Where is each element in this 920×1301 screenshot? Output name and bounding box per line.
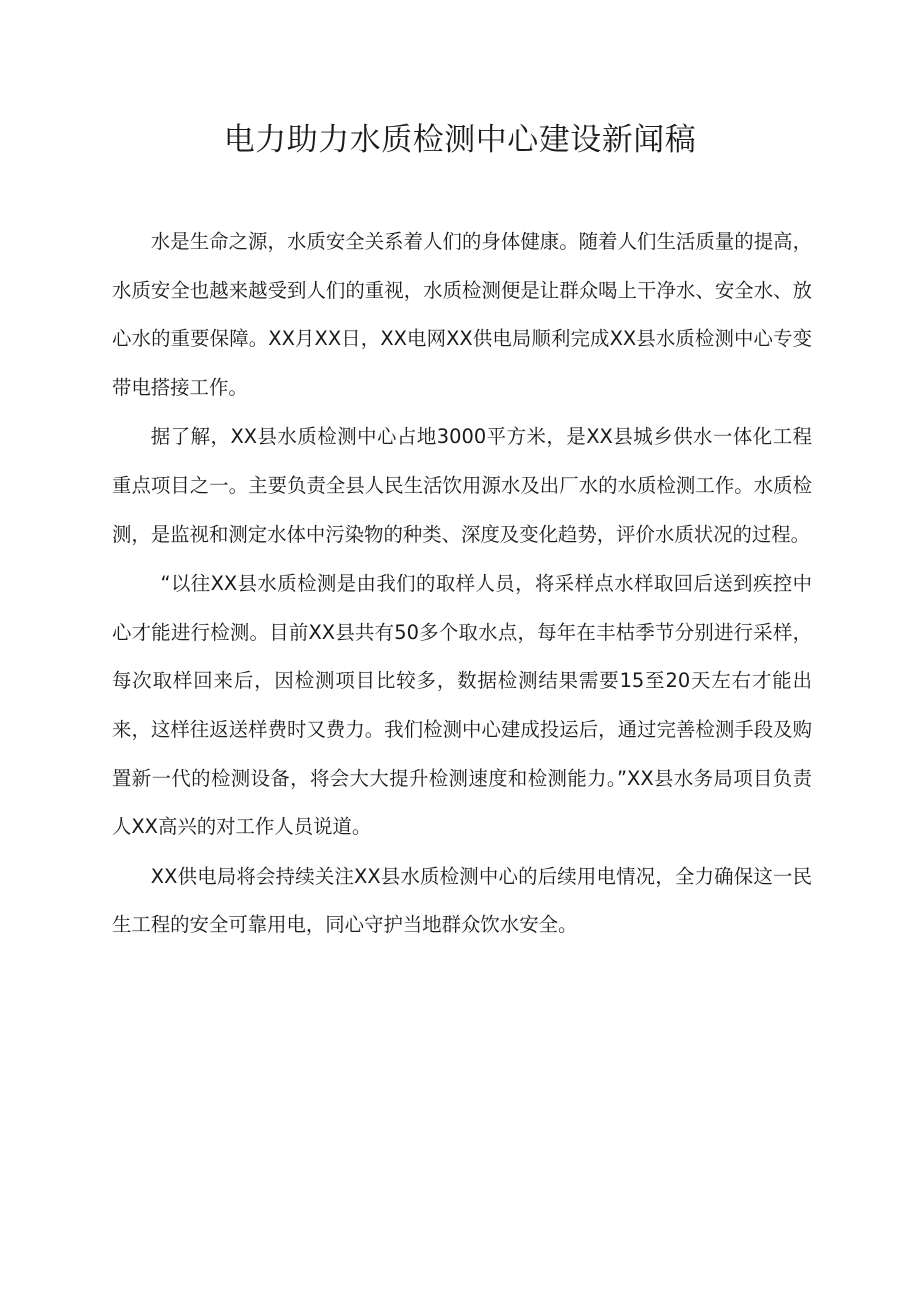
document-title: 电力助力水质检测中心建设新闻稿: [223, 122, 697, 158]
document-body: [112, 218, 812, 950]
paragraph-background: 据了解，XX县水质检测中心占地3000平方米，是XX县城乡供水一体化工程重点项目之一。主要负责全县人民生活饮用源水及出厂水的水质检测工作。水质检测，是监视和测定水体中污染物的种类、深度及变化趋势，评价水质状况的过程。: [112, 425, 812, 546]
paragraph-quote: “以往XX县水质检测是由我们的取样人员，将采样点水样取回后送到疾控中心才能进行检测。目前XX县共有50多个取水点，每年在丰枯季节分别进行采样，每次取样回来后，因检测项目比较多，数据检测结果需要15至20天左右才能出来，这样往返送样费时又费力。我们检测中心建成投运后，通过完善检测手段及购置新一代的检测设备，将会大大提升检测速度和检测能力。”XX县水务局项目负责人XX高兴的对工作人员说道。: [112, 572, 812, 839]
paragraph-closing: XX供电局将会持续关注XX县水质检测中心的后续用电情况，全力确保这一民生工程的安全可靠用电，同心守护当地群众饮水安全。: [112, 864, 812, 937]
paragraph-intro: 水是生命之源，水质安全关系着人们的身体健康。随着人们生活质量的提高，水质安全也越来越受到人们的重视，水质检测便是让群众喝上干净水、安全水、放心水的重要保障。XX月XX日，XX电网XX供电局顺利完成XX县水质检测中心专变带电搭接工作。: [112, 230, 812, 399]
